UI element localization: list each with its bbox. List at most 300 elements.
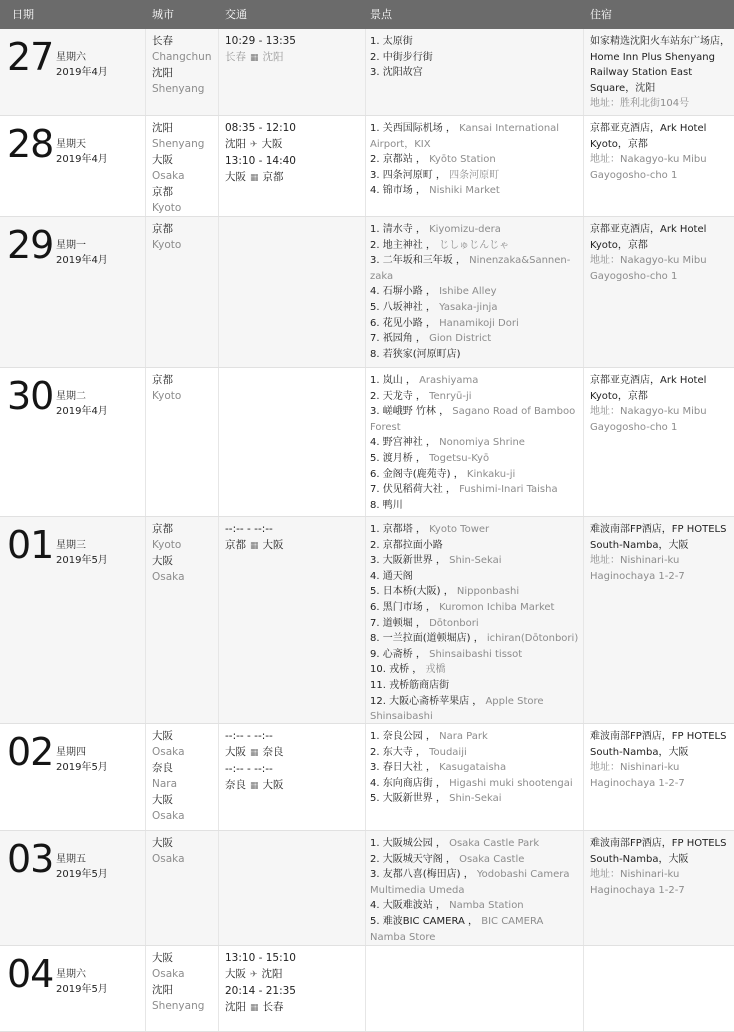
month-label: 2019年5月 [56, 555, 108, 566]
sight-item [370, 498, 582, 514]
sight-item [370, 538, 582, 554]
sight-name: 5. 八坂神社 ， [370, 301, 436, 313]
sight-alt-name: Nara Park [439, 731, 488, 742]
city-name-zh: 京都 [152, 186, 173, 198]
weekday-label: 星期六 [56, 969, 86, 980]
sight-name: 3. 大阪新世界 ， [370, 555, 446, 567]
transport-time: --:-- - --:-- [225, 730, 273, 742]
sight-alt-name: Kyoto Tower [429, 524, 490, 535]
column-divider [583, 724, 584, 830]
transport-time: 10:29 - 13:35 [225, 35, 296, 47]
accommodation [590, 836, 730, 898]
sight-name: 6. 花见小路 ， [370, 317, 436, 329]
sight-alt-name: Kasugataisha [439, 762, 507, 774]
transport-route [225, 999, 296, 1016]
sight-alt-name: Hanamikoji Dori [439, 317, 519, 329]
sight-item [370, 451, 582, 467]
city-name-zh: 奈良 [152, 762, 173, 774]
column-divider [365, 946, 366, 1031]
sight-name: 8. 鸭川 [370, 499, 403, 511]
city-name-en: Shenyang [152, 138, 205, 150]
transport-route [225, 169, 296, 186]
sight-alt-name: Ninenzaka&Sannen-zaka [370, 255, 571, 282]
transport-route [225, 777, 284, 794]
city-name-en: Kyoto [152, 239, 182, 251]
sight-name: 7. 道顿堀 ， [370, 617, 426, 629]
route-to: 沈阳 [261, 968, 283, 980]
weekday-label: 星期六 [56, 52, 86, 63]
column-divider [365, 116, 366, 216]
sight-name: 5. 难波BIC CAMERA ， [370, 915, 479, 927]
sight-name: 4. 野宫神社 ， [370, 437, 436, 449]
sight-item [370, 569, 582, 585]
hotel-name: 难波南部FP酒店，FP HOTELS South-Namba，大阪 [590, 838, 727, 865]
sight-alt-name: Nonomiya Shrine [439, 437, 525, 449]
city-name-zh: 大阪 [152, 952, 173, 964]
hotel-name: 难波南部FP酒店，FP HOTELS South-Namba，大阪 [590, 524, 727, 551]
train-icon: ▦ [250, 541, 259, 551]
city-name-zh: 京都 [152, 223, 173, 235]
column-divider [365, 217, 366, 367]
sight-name: 3. 嵯峨野 竹林 ， [370, 406, 450, 418]
transport-time: 20:14 - 21:35 [225, 985, 296, 997]
sight-name: 1. 大阪城公园 ， [370, 838, 446, 849]
sight-alt-name: Osaka Castle [459, 853, 525, 865]
sight-item [370, 836, 582, 852]
hotel-address: 地址：Nishinari-ku Haginochaya 1-2-7 [590, 869, 685, 896]
transport-list [225, 120, 296, 186]
column-divider [145, 116, 146, 216]
sight-item [370, 121, 582, 152]
city-list [152, 33, 211, 97]
table-header [0, 0, 734, 29]
weekday-label: 星期三 [56, 540, 86, 551]
city-name-en: Kyoto [152, 202, 182, 214]
sight-item [370, 584, 582, 600]
sight-item [370, 34, 582, 50]
city-list [152, 521, 185, 585]
itinerary-row [0, 724, 734, 831]
sights-list [370, 836, 582, 945]
accommodation [590, 522, 730, 584]
city-list [152, 221, 181, 253]
transport-route [225, 537, 284, 554]
sight-alt-name: 四条河原町 [449, 169, 500, 181]
sight-alt-name: Namba Station [449, 900, 524, 912]
route-to: 大阪 [261, 138, 283, 150]
sight-item [370, 482, 582, 498]
sight-alt-name: Kuromon Ichiba Market [439, 601, 555, 613]
sight-name: 1. 岚山 ， [370, 375, 416, 386]
route-to: 沈阳 [262, 51, 284, 63]
sight-alt-name: Yodobashi Camera Multimedia Umeda [370, 869, 570, 896]
day-number: 04 [7, 952, 54, 996]
hotel-address: 地址：Nakagyo-ku Mibu Gayogosho-cho 1 [590, 255, 707, 282]
sight-alt-name: Kyōto Station [429, 154, 496, 166]
route-to: 京都 [262, 171, 284, 183]
month-label: 2019年4月 [56, 255, 108, 266]
train-icon: ▦ [250, 748, 259, 758]
train-icon: ▦ [250, 781, 259, 791]
hotel-address: 地址：Nishinari-ku Haginochaya 1-2-7 [590, 762, 685, 789]
day-number: 30 [7, 374, 54, 418]
sight-name: 8. 若狭家(河原町店) [370, 348, 461, 360]
city-list [152, 950, 204, 1014]
sight-alt-name: Apple Store Shinsaibashi [370, 695, 544, 723]
city-name-en: Kyoto [152, 390, 182, 402]
city-name-en: Changchun [152, 51, 212, 63]
header-city: 城市 [152, 8, 174, 21]
route-to: 大阪 [262, 779, 284, 791]
sight-name: 12. 大阪心斋桥苹果店 ， [370, 695, 483, 707]
sights-list [370, 522, 582, 725]
sight-name: 4. 大阪难波站 ， [370, 900, 446, 912]
city-name-zh: 长春 [152, 35, 173, 47]
sight-alt-name: Yasaka-jinja [439, 301, 498, 313]
month-label: 2019年5月 [56, 869, 108, 880]
sight-name: 3. 四条河原町 ， [370, 169, 446, 181]
hotel-name: 难波南部FP酒店，FP HOTELS South-Namba，大阪 [590, 731, 727, 758]
sight-item [370, 631, 582, 647]
hotel-address: 地址：Nakagyo-ku Mibu Gayogosho-cho 1 [590, 154, 707, 181]
column-divider [218, 217, 219, 367]
column-divider [583, 946, 584, 1031]
transport-time: --:-- - --:-- [225, 523, 273, 535]
column-divider [365, 724, 366, 830]
sight-alt-name: Nishiki Market [429, 185, 500, 197]
sight-name: 3. 春日大社 ， [370, 762, 436, 774]
sight-item [370, 852, 582, 868]
sight-item [370, 791, 582, 807]
sight-alt-name: Tenryū-ji [429, 390, 472, 402]
city-list [152, 372, 181, 404]
hotel-name: 京都亚克酒店，Ark Hotel Kyoto，京都 [590, 123, 707, 150]
transport-list [225, 33, 296, 66]
transport-time: --:-- - --:-- [225, 763, 273, 775]
header-date: 日期 [12, 8, 34, 21]
sight-alt-name: じしゅじんじゃ [439, 239, 510, 251]
sight-name: 1. 太原街 [370, 36, 413, 47]
sight-alt-name: Kansai International Airport，KIX [370, 123, 560, 150]
sight-name: 4. 石塀小路 ， [370, 286, 436, 298]
route-to: 大阪 [262, 539, 284, 551]
column-divider [218, 116, 219, 216]
route-from: 奈良 [225, 779, 246, 791]
sight-item [370, 300, 582, 316]
weekday-label: 星期一 [56, 240, 86, 251]
sight-item [370, 404, 582, 435]
sight-alt-name: Shin-Sekai [449, 793, 502, 805]
sight-item [370, 389, 582, 405]
column-divider [583, 517, 584, 723]
sight-name: 5. 大阪新世界 ， [370, 793, 446, 805]
transport-route [225, 966, 296, 983]
sight-item [370, 168, 582, 184]
sight-item [370, 238, 582, 254]
train-icon: ▦ [250, 173, 259, 183]
sight-name: 2. 京都拉面小路 [370, 539, 443, 551]
sight-name: 6. 金阁寺(鹿苑寺) ， [370, 468, 464, 480]
sight-item [370, 222, 582, 238]
city-list [152, 728, 185, 824]
day-number: 02 [7, 730, 54, 774]
sight-item [370, 522, 582, 538]
sight-alt-name: Fushimi-Inari Taisha [459, 484, 558, 496]
month-label: 2019年5月 [56, 762, 108, 773]
route-from: 沈阳 [225, 1001, 246, 1013]
weekday-label: 星期四 [56, 747, 86, 758]
sights-list [370, 121, 582, 199]
sight-item [370, 776, 582, 792]
city-name-en: Osaka [152, 853, 185, 865]
column-divider [218, 946, 219, 1031]
sight-name: 2. 大阪城天守阁 ， [370, 853, 456, 865]
transport-time: 13:10 - 15:10 [225, 952, 296, 964]
sight-item [370, 745, 582, 761]
column-divider [145, 29, 146, 115]
sight-alt-name: Toudaiji [429, 746, 467, 758]
sight-name: 10. 戎桥 ， [370, 664, 423, 676]
sights-list [370, 373, 582, 513]
column-divider [218, 517, 219, 723]
itinerary-row [0, 29, 734, 116]
sight-item [370, 694, 582, 725]
sight-item [370, 553, 582, 569]
transport-list [225, 950, 296, 1016]
accommodation [590, 373, 730, 435]
column-divider [145, 831, 146, 945]
city-name-en: Osaka [152, 968, 185, 980]
column-divider [365, 517, 366, 723]
column-divider [365, 831, 366, 945]
column-divider [583, 831, 584, 945]
accommodation [590, 121, 730, 183]
month-label: 2019年4月 [56, 154, 108, 165]
sight-item [370, 729, 582, 745]
sight-name: 1. 京都塔 ， [370, 524, 426, 535]
hotel-name: 如家精选沈阳火车站东广场店，Home Inn Plus Shenyang Railway Station East Square，沈阳 [590, 36, 730, 94]
sight-item [370, 50, 582, 66]
header-transport: 交通 [225, 8, 247, 21]
sight-item [370, 760, 582, 776]
day-number: 03 [7, 837, 54, 881]
column-divider [145, 946, 146, 1031]
sight-alt-name: Ishibe Alley [439, 286, 497, 298]
itinerary-row [0, 116, 734, 217]
city-name-zh: 大阪 [152, 154, 173, 166]
sight-item [370, 316, 582, 332]
route-to: 长春 [262, 1001, 284, 1013]
sight-item [370, 647, 582, 663]
accommodation [590, 729, 730, 791]
sight-name: 4. 东向商店街 ， [370, 777, 446, 789]
route-from: 京都 [225, 539, 246, 551]
sight-name: 1. 清水寺 ， [370, 224, 426, 235]
route-to: 奈良 [262, 746, 284, 758]
train-icon: ▦ [250, 53, 259, 63]
sight-item [370, 183, 582, 199]
route-from: 大阪 [225, 968, 246, 980]
itinerary-row [0, 217, 734, 368]
sight-name: 3. 友都八喜(梅田店) ， [370, 869, 474, 881]
sight-item [370, 898, 582, 914]
sight-item [370, 867, 582, 898]
month-label: 2019年4月 [56, 67, 108, 78]
route-from: 大阪 [225, 171, 246, 183]
sight-item [370, 435, 582, 451]
hotel-address: 地址：Nishinari-ku Haginochaya 1-2-7 [590, 555, 685, 582]
sight-name: 9. 心斋桥 ， [370, 648, 426, 660]
column-divider [218, 368, 219, 516]
train-icon: ▦ [250, 1003, 259, 1013]
sight-name: 1. 奈良公园 ， [370, 731, 436, 742]
transport-list [225, 521, 284, 554]
sight-alt-name: Arashiyama [419, 375, 479, 386]
sight-name: 7. 祇园角 ， [370, 333, 426, 345]
sight-name: 5. 渡月桥 ， [370, 452, 426, 464]
sight-name: 2. 京都站 ， [370, 154, 426, 166]
column-divider [583, 116, 584, 216]
hotel-name: 京都亚克酒店，Ark Hotel Kyoto，京都 [590, 375, 707, 402]
sight-item [370, 152, 582, 168]
route-from: 沈阳 [225, 138, 246, 150]
city-name-en: Osaka [152, 746, 185, 758]
sight-name: 2. 东大寺 ， [370, 746, 426, 758]
day-number: 29 [7, 223, 54, 267]
sight-alt-name: Kiyomizu-dera [429, 224, 501, 235]
sight-item [370, 331, 582, 347]
month-label: 2019年4月 [56, 406, 108, 417]
route-from: 长春 [225, 51, 246, 63]
transport-time: 08:35 - 12:10 [225, 122, 296, 134]
sight-item [370, 65, 582, 81]
sight-alt-name: Osaka Castle Park [449, 838, 540, 849]
city-name-en: Osaka [152, 170, 185, 182]
city-name-en: Shenyang [152, 1000, 205, 1012]
hotel-address: 地址：胜利北街104号 [590, 98, 690, 110]
sight-name: 3. 沈阳故宫 [370, 67, 423, 79]
city-name-en: Osaka [152, 571, 185, 583]
column-divider [218, 831, 219, 945]
accommodation [590, 222, 730, 284]
column-divider [583, 217, 584, 367]
itinerary-row [0, 831, 734, 946]
sights-list [370, 34, 582, 81]
sight-name: 2. 天龙寺 ， [370, 390, 426, 402]
transport-route [225, 49, 296, 66]
sight-alt-name: Dōtonbori [429, 617, 479, 629]
column-divider [218, 29, 219, 115]
sight-name: 2. 中街步行街 [370, 51, 433, 63]
column-divider [365, 29, 366, 115]
sight-alt-name: Shin-Sekai [449, 555, 502, 567]
sight-name: 4. 通天阁 [370, 570, 413, 582]
city-list [152, 835, 185, 867]
sight-item [370, 347, 582, 363]
transport-route [225, 136, 296, 153]
column-divider [145, 368, 146, 516]
sight-name: 6. 黑门市场 ， [370, 601, 436, 613]
sight-alt-name: Gion District [429, 333, 492, 345]
sight-item [370, 616, 582, 632]
column-divider [145, 217, 146, 367]
city-name-zh: 大阪 [152, 794, 173, 806]
month-label: 2019年5月 [56, 984, 108, 995]
column-divider [365, 368, 366, 516]
transport-time: 13:10 - 14:40 [225, 155, 296, 167]
itinerary-table-body [0, 29, 734, 1032]
sight-alt-name: Nipponbashi [456, 586, 520, 598]
city-name-zh: 大阪 [152, 555, 173, 567]
sight-item [370, 662, 582, 678]
city-name-en: Kyoto [152, 539, 182, 551]
hotel-name: 京都亚克酒店，Ark Hotel Kyoto，京都 [590, 224, 707, 251]
transport-route [225, 744, 284, 761]
column-divider [583, 29, 584, 115]
city-name-en: Shenyang [152, 83, 205, 95]
weekday-label: 星期天 [56, 139, 86, 150]
plane-icon: ✈ [250, 140, 258, 150]
header-sights: 景点 [370, 8, 392, 21]
city-name-zh: 京都 [152, 374, 173, 386]
sight-alt-name: Sagano Road of Bamboo Forest [370, 406, 576, 433]
sight-item [370, 914, 582, 945]
sight-item [370, 467, 582, 483]
column-divider [145, 517, 146, 723]
sight-alt-name: Togetsu-Kyō [429, 452, 490, 464]
city-name-zh: 大阪 [152, 837, 173, 849]
city-name-zh: 大阪 [152, 730, 173, 742]
weekday-label: 星期五 [56, 854, 86, 865]
weekday-label: 星期二 [56, 391, 86, 402]
city-name-zh: 京都 [152, 523, 173, 535]
itinerary-row [0, 946, 734, 1032]
header-stay: 住宿 [590, 8, 612, 21]
sight-name: 5. 日本桥(大阪) ， [370, 586, 454, 598]
sight-name: 2. 地主神社 ， [370, 239, 436, 251]
sight-name: 7. 伏见稻荷大社 ， [370, 484, 456, 496]
route-from: 大阪 [225, 746, 246, 758]
city-name-en: Nara [152, 778, 178, 790]
transport-list [225, 728, 284, 794]
sight-alt-name: Higashi muki shootengai [449, 777, 573, 789]
itinerary-row [0, 368, 734, 517]
sight-name: 11. 戎桥筋商店街 [370, 679, 450, 691]
sight-item [370, 284, 582, 300]
city-list [152, 120, 204, 216]
sight-item [370, 373, 582, 389]
city-name-zh: 沈阳 [152, 122, 173, 134]
day-number: 27 [7, 35, 54, 79]
day-number: 01 [7, 523, 54, 567]
itinerary-row [0, 517, 734, 724]
sight-name: 3. 二年坂和三年坂 ， [370, 255, 466, 267]
accommodation [590, 34, 730, 112]
city-name-zh: 沈阳 [152, 984, 173, 996]
sight-name: 4. 锦市场 ， [370, 185, 426, 197]
sights-list [370, 222, 582, 362]
sight-item [370, 253, 582, 284]
plane-icon: ✈ [250, 970, 258, 980]
column-divider [145, 724, 146, 830]
city-name-zh: 沈阳 [152, 67, 173, 79]
city-name-en: Osaka [152, 810, 185, 822]
sight-item [370, 600, 582, 616]
hotel-address: 地址：Nakagyo-ku Mibu Gayogosho-cho 1 [590, 406, 707, 433]
sights-list [370, 729, 582, 807]
sight-alt-name: ichiran(Dōtonbori) [486, 633, 579, 645]
day-number: 28 [7, 122, 54, 166]
